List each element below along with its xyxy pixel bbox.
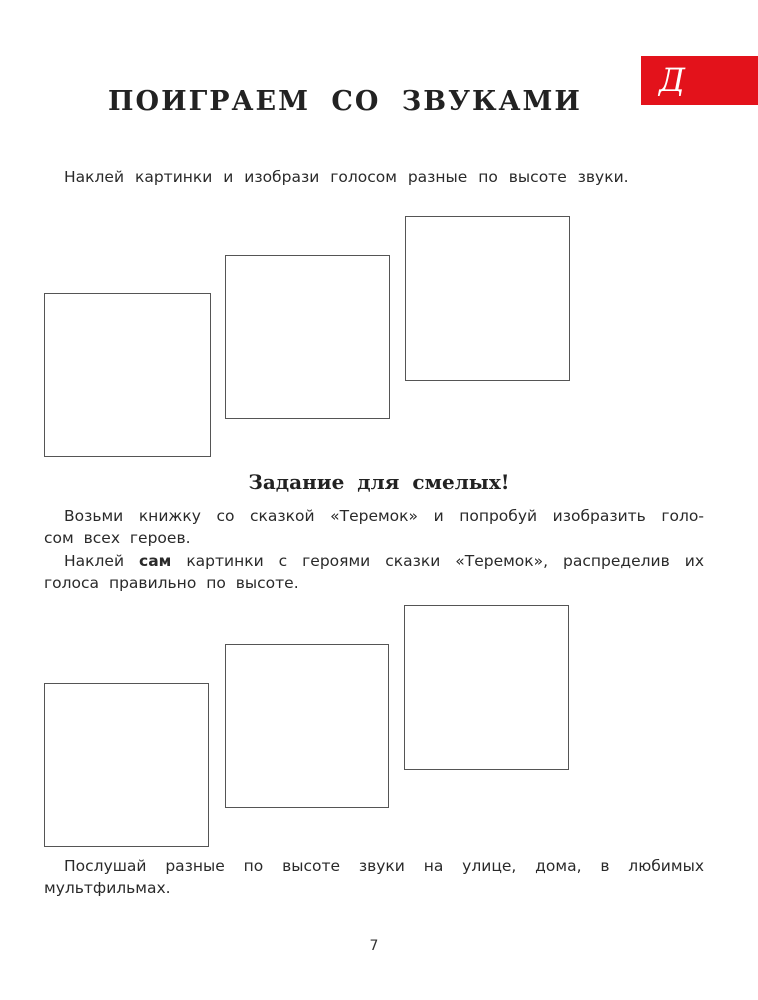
paragraph-line: Послушай разные по высоте звуки на улице, дома, в любимых — [64, 857, 704, 875]
instruction-text — [64, 166, 664, 188]
brave-task-paragraph-2 — [44, 550, 704, 594]
emphasis-word: сам — [139, 552, 172, 570]
instruction-line: Наклей картинки и изобрази голосом разные по высоте звуки. — [64, 168, 629, 186]
paragraph-line: Возьми книжку со сказкой «Теремок» и попробуй изобразить голо- — [64, 507, 704, 525]
paragraph-line: голоса правильно по высоте. — [44, 574, 299, 592]
brave-task-heading: Задание для смелых! — [248, 470, 510, 494]
section-letter: Д — [659, 61, 686, 99]
paragraph-line: сом всех героев. — [44, 529, 191, 547]
brave-task-paragraph-1 — [44, 505, 704, 549]
paragraph-line — [44, 550, 704, 572]
paragraph-line: мультфильмах. — [44, 879, 171, 897]
sticker-box-high-2[interactable] — [404, 605, 569, 770]
page-title: ПОИГРАЕМ СО ЗВУКАМИ — [108, 86, 582, 117]
sticker-box-low-2[interactable] — [44, 683, 209, 847]
page-number: 7 — [369, 938, 379, 954]
sticker-box-mid-1[interactable] — [225, 255, 390, 419]
paragraph-text: Наклей — [64, 552, 140, 570]
sticker-box-mid-2[interactable] — [225, 644, 389, 808]
sticker-box-high-1[interactable] — [405, 216, 570, 381]
listen-paragraph — [44, 855, 704, 899]
sticker-box-low-1[interactable] — [44, 293, 211, 457]
paragraph-text: картинки с героями сказки «Теремок», распределив их — [171, 552, 704, 570]
